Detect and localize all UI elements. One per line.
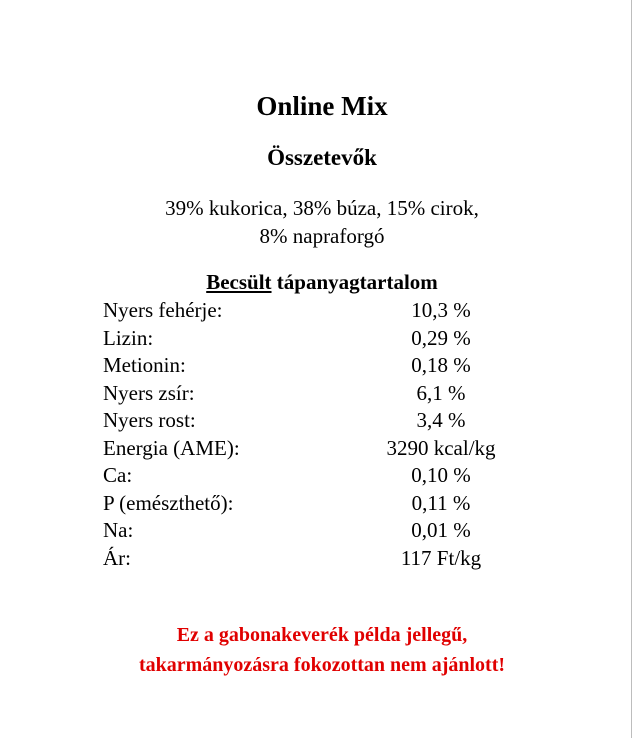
nutrition-row: [103, 297, 523, 325]
nutrition-value: 117 Ft/kg: [400, 545, 482, 570]
nutrition-label: Ca:: [103, 463, 133, 487]
nutrition-label: P (emészthető):: [103, 490, 234, 515]
nutrition-label: Energia (AME):: [103, 435, 240, 460]
nutrition-label: Nyers zsír:: [103, 380, 195, 405]
nutrition-row: [103, 462, 523, 490]
nutrition-value: 0,10 %: [411, 463, 471, 487]
nutrition-row: [103, 490, 523, 518]
nutrition-row: [103, 435, 523, 463]
nutrition-row: [103, 407, 523, 435]
nutrition-value: 3290 kcal/kg: [386, 435, 496, 460]
nutrition-label: Nyers rost:: [103, 408, 196, 432]
nutrition-value: 0,01 %: [411, 518, 471, 542]
nutrition-value: 6,1 %: [416, 380, 466, 405]
warning-line-2: takarmányozásra fokozottan nem ajánlott!: [138, 654, 506, 676]
nutrition-value: 10,3 %: [411, 298, 471, 322]
nutrition-row: [103, 352, 523, 380]
nutrition-label: Na:: [103, 518, 134, 542]
nutrition-table: [103, 297, 523, 572]
ingredients-line-1: 39% kukorica, 38% búza, 15% cirok,: [165, 196, 479, 220]
nutrition-label: Ár:: [103, 545, 131, 570]
warning-text: [0, 620, 641, 680]
nutrition-label: Lizin:: [103, 325, 154, 350]
nutrition-row: [103, 545, 523, 573]
nutrition-heading-underlined: Becsült: [206, 270, 272, 294]
nutrition-label: Nyers fehérje:: [103, 298, 223, 322]
nutrition-heading-rest: tápanyagtartalom: [271, 270, 438, 294]
ingredients-line-2: 8% napraforgó: [259, 224, 385, 248]
nutrition-row: [103, 517, 523, 545]
warning-line-1: Ez a gabonakeverék példa jellegű,: [176, 624, 468, 646]
nutrition-row: [103, 380, 523, 408]
ingredients-heading: Összetevők: [267, 145, 377, 170]
nutrition-value: 0,18 %: [411, 353, 471, 377]
nutrition-heading: [0, 268, 641, 296]
nutrition-value: 0,29 %: [411, 325, 471, 350]
nutrition-row: [103, 325, 523, 353]
nutrition-label: Metionin:: [103, 353, 186, 377]
document-title: Online Mix: [256, 91, 388, 121]
ingredients-text: [0, 194, 641, 250]
nutrition-value: 0,11 %: [411, 490, 471, 515]
nutrition-value: 3,4 %: [416, 408, 466, 432]
